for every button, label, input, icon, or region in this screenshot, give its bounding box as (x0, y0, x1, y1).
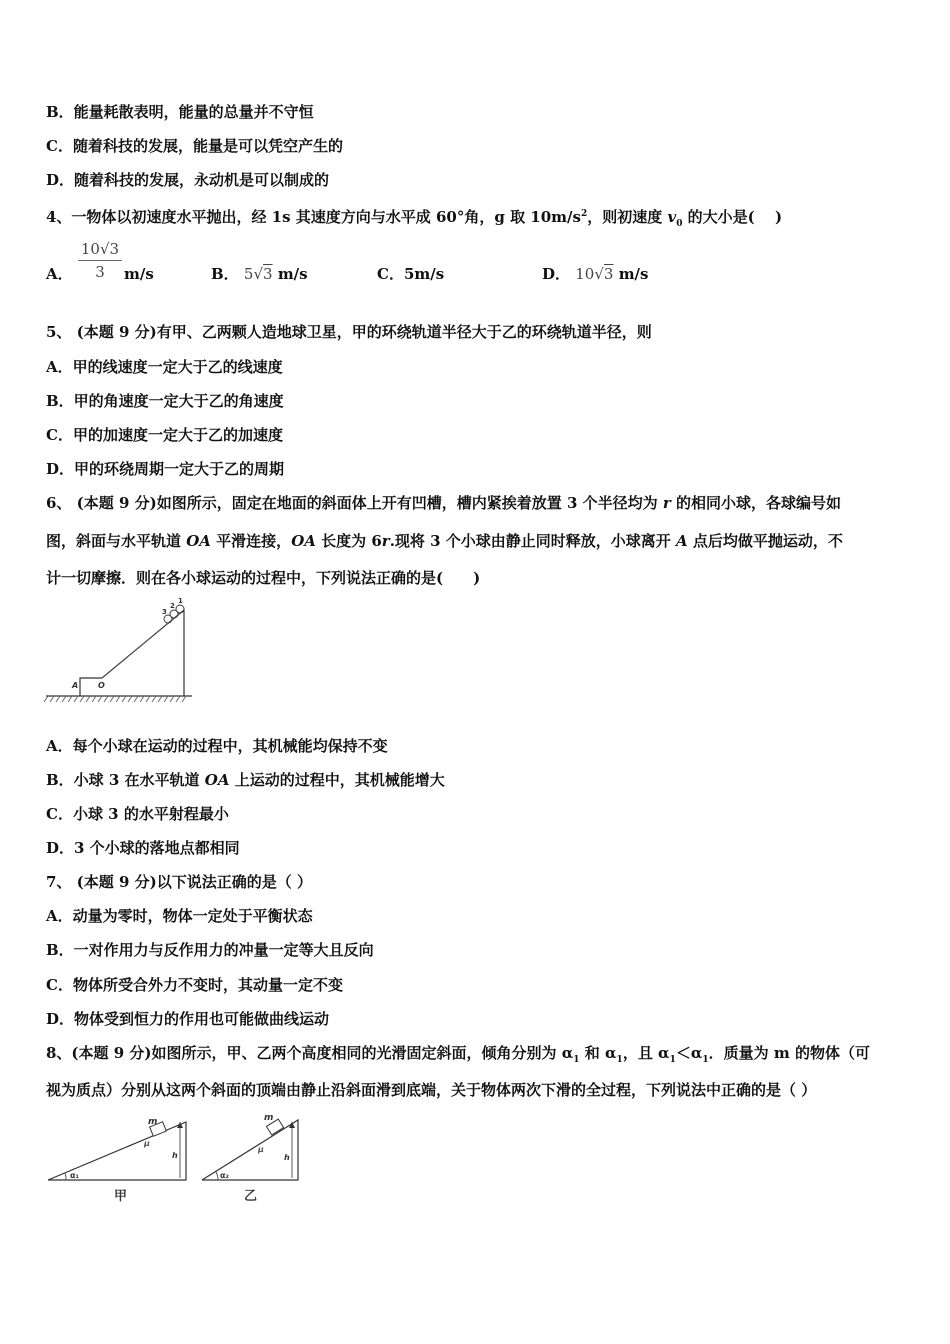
q6-option-d: D．3 个小球的落地点都相同 (46, 839, 240, 857)
q7-option-c: C．物体所受合外力不变时，其动量一定不变 (46, 976, 343, 994)
q4-option-b: B． 5√3 m/s (211, 265, 308, 283)
mu-label-yi: μ (258, 1145, 264, 1154)
angle-label-yi: α₂ (220, 1171, 229, 1180)
caption-jia: 甲 (114, 1189, 128, 1204)
q7-stem: 7、 (本题 9 分)以下说法正确的是（ ） (46, 873, 312, 891)
q6-stem-line2: 图，斜面与水平轨道 OA 平滑连接，OA 长度为 6r.现将 3 个小球由静止同时释放，小球离开 A 点后均做平抛运动，不 (46, 532, 843, 550)
q5-stem: 5、 (本题 9 分)有甲、乙两颗人造地球卫星，甲的环绕轨道半径大于乙的环绕轨道半径，则 (46, 323, 652, 341)
q5-option-d: D．甲的环绕周期一定大于乙的周期 (46, 460, 285, 478)
height-label-yi: h (284, 1153, 290, 1162)
q8-stem-line2: 视为质点）分别从这两个斜面的顶端由静止沿斜面滑到底端，关于物体两次下滑的全过程，下列说法中正确的是（ ） (46, 1081, 817, 1099)
q3-option-b: B．能量耗散表明，能量的总量并不守恒 (46, 103, 314, 121)
q7-option-b: B．一对作用力与反作用力的冲量一定等大且反向 (46, 941, 374, 959)
ball-1 (176, 605, 184, 613)
point-o-label: O (98, 681, 105, 690)
q6-stem-line3: 计一切摩擦．则在各小球运动的过程中，下列说法正确的是( ) (46, 569, 481, 587)
q4-stem: 4、一物体以初速度水平抛出，经 1s 其速度方向与水平成 60°角，g 取 $10m/s^2$，则初速度 $v_0$ 的大小是( ) (46, 208, 783, 229)
q4-option-a-fraction (78, 240, 122, 281)
q3-option-c: C．随着科技的发展，能量是可以凭空产生的 (46, 137, 343, 155)
ball-label-1: 1 (178, 598, 183, 605)
q8-figure-inclines (44, 1108, 314, 1208)
q7-option-a: A．动量为零时，物体一定处于平衡状态 (46, 907, 313, 925)
mass-label-yi: m (264, 1113, 274, 1123)
incline-jia (48, 1117, 186, 1204)
q5-option-a: A．甲的线速度一定大于乙的线速度 (46, 358, 283, 376)
q4-option-a-unit: m/s (124, 265, 154, 283)
q4-option-c: C．5m/s (377, 265, 445, 283)
q6-option-c: C．小球 3 的水平射程最小 (46, 805, 229, 823)
q4-option-a-label: A． (46, 265, 73, 283)
incline-yi (202, 1113, 298, 1204)
q6-option-a: A．每个小球在运动的过程中，其机械能均保持不变 (46, 737, 388, 755)
q6-stem-line1: 6、 (本题 9 分)如图所示，固定在地面的斜面体上开有凹槽，槽内紧挨着放置 3 个半径均为 r 的相同小球，各球编号如 (46, 494, 841, 512)
q4-option-d: D． 10√3 m/s (542, 265, 649, 283)
q5-option-c: C．甲的加速度一定大于乙的加速度 (46, 426, 283, 444)
mu-label-jia: μ (144, 1139, 150, 1148)
ball-label-2: 2 (170, 602, 175, 610)
q3-option-d: D．随着科技的发展，永动机是可以制成的 (46, 171, 330, 189)
ball-label-3: 3 (162, 608, 167, 616)
q5-option-b: B．甲的角速度一定大于乙的角速度 (46, 392, 284, 410)
point-a-label: A (72, 681, 79, 690)
height-label-jia: h (172, 1151, 178, 1160)
q7-option-d: D．物体受到恒力的作用也可能做曲线运动 (46, 1010, 330, 1028)
fraction-numerator: 10√3 (78, 240, 122, 261)
angle-label-jia: α₁ (70, 1171, 79, 1180)
fraction-denominator: 3 (95, 263, 105, 281)
q6-figure-incline (44, 598, 194, 706)
caption-yi: 乙 (244, 1189, 258, 1204)
mass-label-jia: m (148, 1117, 158, 1127)
q6-option-b: B．小球 3 在水平轨道 OA 上运动的过程中，其机械能增大 (46, 771, 445, 789)
q8-stem-line1: 8、(本题 9 分)如图所示，甲、乙两个高度相同的光滑固定斜面，倾角分别为 $\alpha_1$ 和 $\alpha_1$，且 $\alpha_1<\alpha_1$．质量为 m 的物体（可 (46, 1044, 870, 1065)
